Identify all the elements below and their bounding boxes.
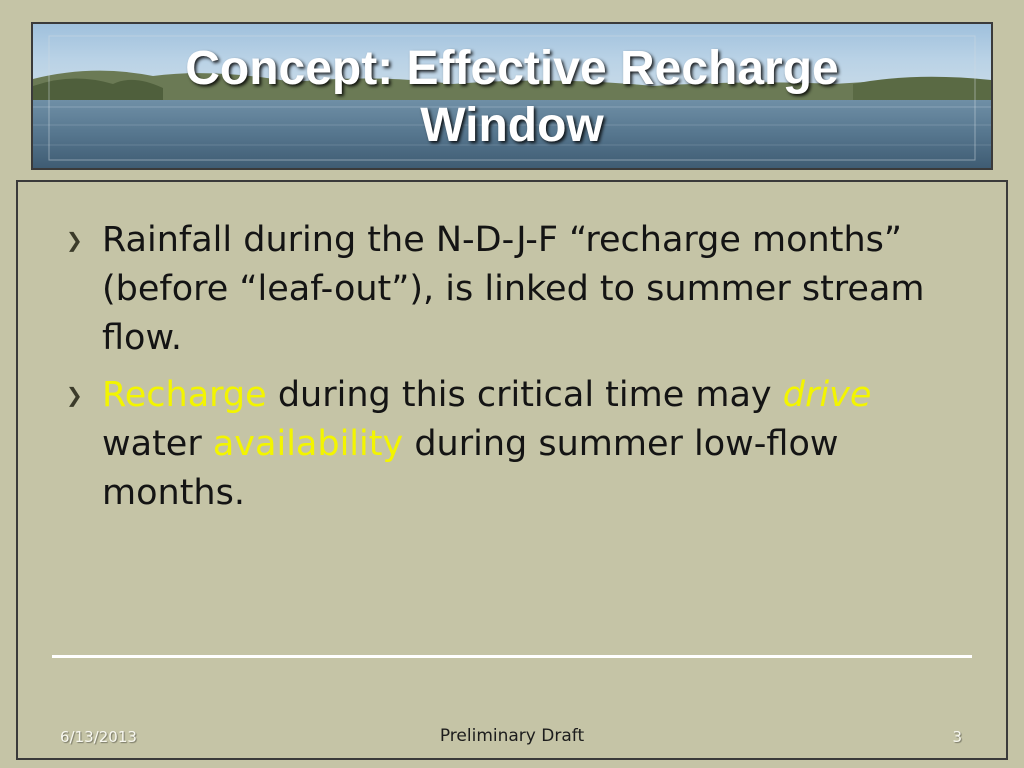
footer-divider [52, 655, 972, 658]
footer-date: 6/13/2013 [60, 728, 137, 746]
bullet-2-text-a: during this critical time may [266, 375, 783, 415]
bullet-1-text: Rainfall during the N-D-J-F “recharge months” (before “leaf-out”), is linked to summer stream flow. [102, 220, 925, 358]
slide-title: Concept: Effective Recharge Window [185, 42, 839, 152]
chevron-bullet-icon: ❯ [66, 383, 83, 407]
title-banner [31, 22, 993, 170]
bullet-2-text-b: water [102, 424, 213, 464]
highlight-drive: drive [782, 375, 872, 415]
bullet-2-text-c: during summer low-flow months. [102, 424, 839, 513]
highlight-availability: availability [212, 424, 404, 464]
bullet-item-2 [62, 371, 942, 518]
footer-center-label: Preliminary Draft [439, 726, 585, 746]
bullet-item-1 [62, 216, 942, 363]
highlight-recharge: Recharge [102, 375, 267, 415]
chevron-bullet-icon: ❯ [66, 228, 83, 252]
slide-number: 3 [952, 728, 962, 746]
bullet-list [62, 216, 942, 526]
